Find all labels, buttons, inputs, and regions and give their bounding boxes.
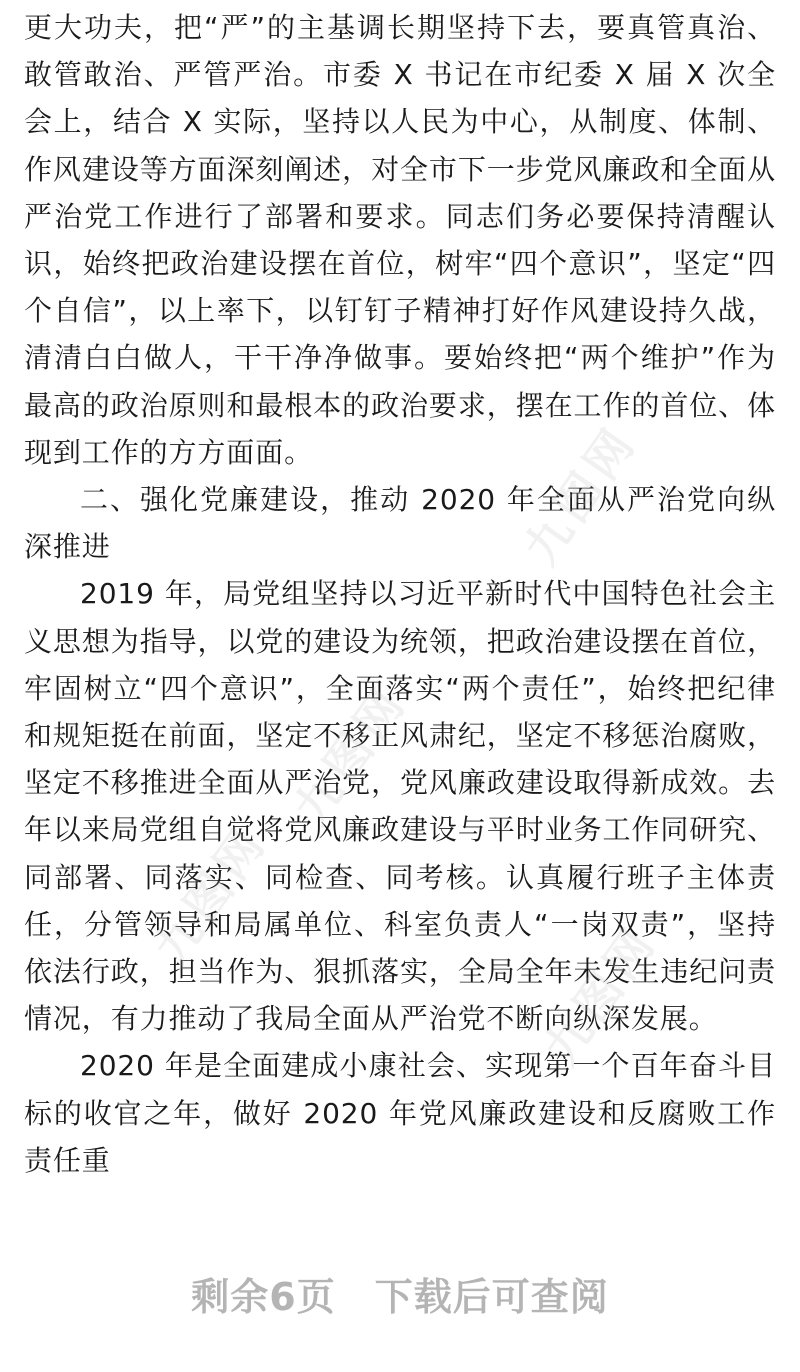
document-body — [24, 4, 776, 1184]
paragraph-2020-outlook: 2020 年是全面建成小康社会、实现第一个百年奋斗目标的收官之年，做好 2020 年党风廉政建设和反腐败工作责任重 — [24, 1049, 776, 1177]
paragraph-continuation: 更大功夫，把“严”的主基调长期坚持下去，要真管真治、敢管敢治、严管严治。市委 X 书记在市纪委 X 届 X 次全会上，结合 X 实际，坚持以人民为中心，从制度、体制、作风建设等方面深刻阐述，对全市下一步党风廉政和全面从严治党工作进行了部署和要求。同志们务必要保持清醒认识，始终把政治建设摆在首位，树牢“四个意识”，坚定“四个自信”，以上率下，以钉钉子精神打好作风建设持久战，清清白白做人，干干净净做事。要始终把“两个维护”作为最高的政治原则和最根本的政治要求，摆在工作的首位、体现到工作的方方面面。 — [24, 11, 776, 469]
remaining-pages-notice[interactable]: 剩余6页 下载后可查阅 — [191, 1275, 609, 1319]
watermark-logo: 九图网 — [513, 415, 648, 575]
section-heading: 二、强化党廉建设，推动 2020 年全面从严治党向纵深推进 — [24, 483, 776, 564]
watermark-logo: 九图网 — [283, 675, 418, 835]
watermark-logo: 九图网 — [533, 915, 668, 1075]
watermark-logo: 九图网 — [143, 815, 278, 975]
paragraph-2019-review: 2019 年，局党组坚持以习近平新时代中国特色社会主义思想为指导，以党的建设为统领，把政治建设摆在首位，牢固树立“四个意识”，全面落实“两个责任”，始终把纪律和规矩挺在前面，坚定不移正风肃纪，坚定不移惩治腐败，坚定不移推进全面从严治党，党风廉政建设取得新成效。去年以来局党组自觉将党风廉政建设与平时业务工作同研究、同部署、同落实、同检查、同考核。认真履行班子主体责任，分管领导和局属单位、科室负责人“一岗双责”，坚持依法行政，担当作为、狠抓落实，全局全年未发生违纪问责情况，有力推动了我局全面从严治党不断向纵深发展。 — [24, 577, 776, 1036]
